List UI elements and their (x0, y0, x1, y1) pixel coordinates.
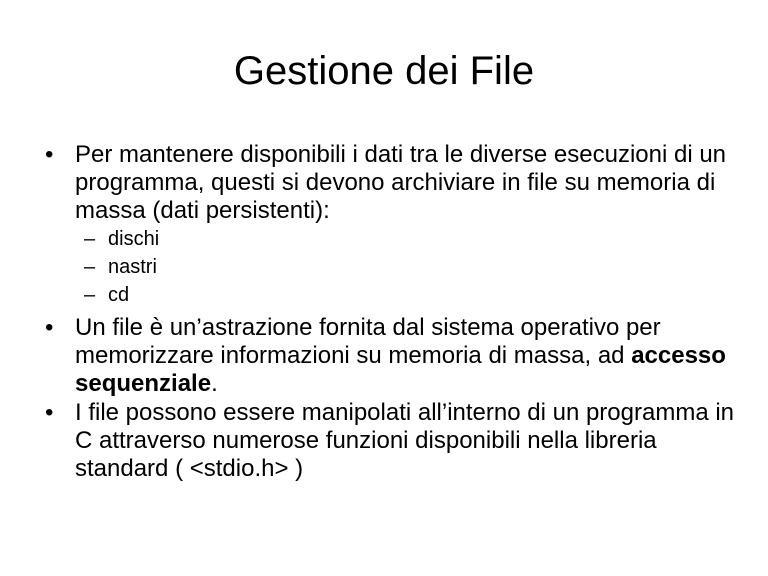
slide-title: Gestione dei File (233, 49, 535, 93)
sub-item-text: cd (108, 284, 130, 306)
bullet-item (45, 314, 735, 398)
bullet-text (75, 314, 740, 398)
bullet-text-before: Un file è un’astrazione fornita dal sistema operativo per memorizzare informazioni su memoria di massa, ad (75, 314, 661, 369)
bullet-marker: • (45, 399, 54, 426)
sub-item-marker: – (84, 284, 96, 306)
bullet-item (45, 399, 735, 483)
bullet-text-bold: accesso sequenziale (75, 342, 726, 397)
bullet-marker: • (45, 141, 54, 168)
bullet-marker: • (45, 314, 54, 341)
bullet-item (45, 141, 735, 225)
sub-item-text: dischi (108, 228, 160, 250)
bullet-text: I file possono essere manipolati all’interno di un programma in C attraverso numerose funzioni disponibili nella libreria standard ( <stdio.h> ) (75, 399, 735, 482)
bullet-text-after: . (211, 370, 218, 397)
sub-item-marker: – (84, 256, 96, 278)
sub-item-marker: – (84, 228, 96, 250)
sub-item-text: nastri (108, 256, 157, 278)
bullet-text: Per mantenere disponibili i dati tra le diverse esecuzioni di un programma, questi si devono archiviare in file su memoria di massa (dati persistenti): (75, 141, 727, 224)
